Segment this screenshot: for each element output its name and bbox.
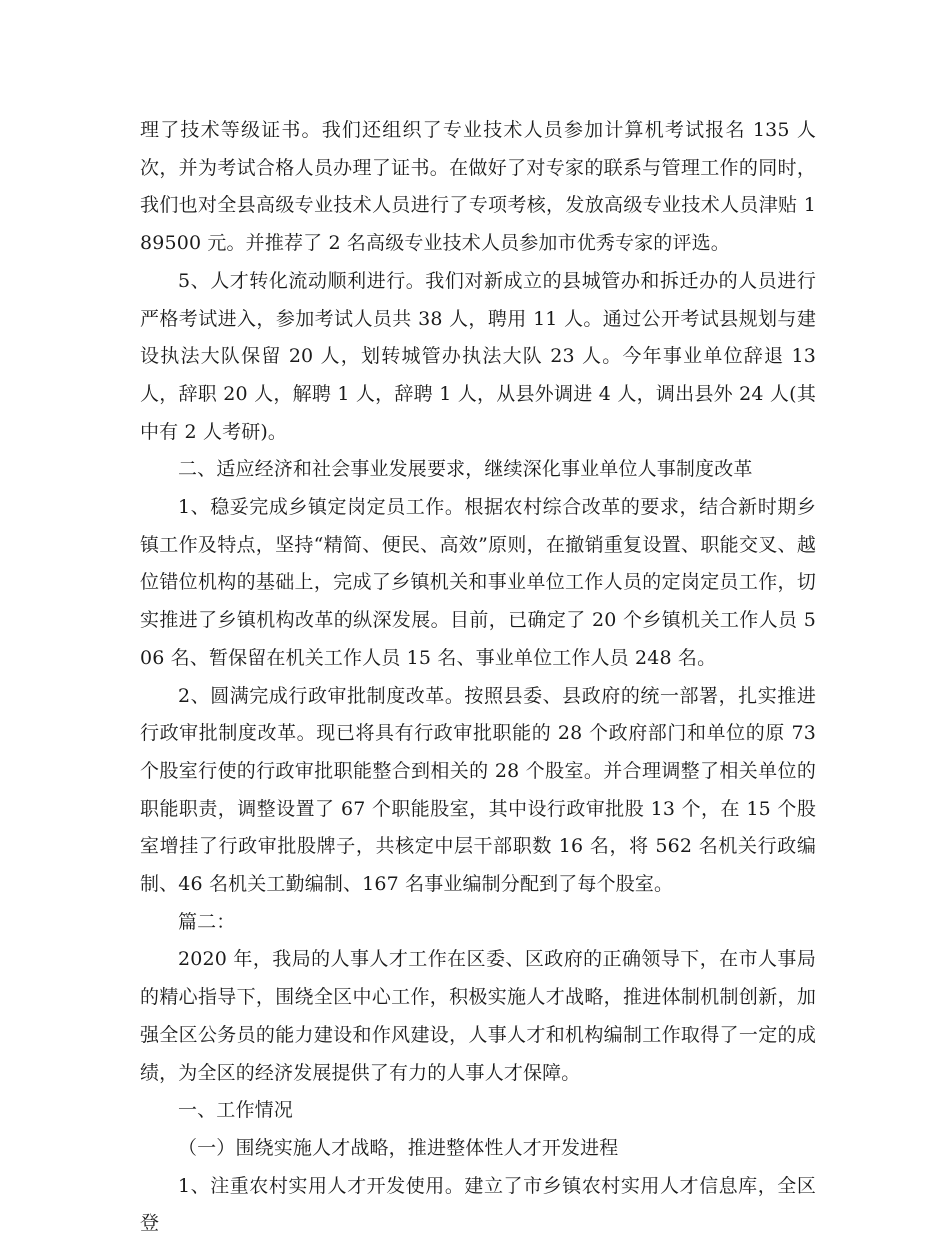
paragraph-township-staffing: 1、稳妥完成乡镇定岗定员工作。根据农村综合改革的要求，结合新时期乡镇工作及特点，坚持“精简、便民、高效”原则，在撤销重复设置、职能交叉、越位错位机构的基础上，完成了乡镇机关和事业单位工作人员的定岗定员工作，切实推进了乡镇机构改革的纵深发展。目前，已确定了 20 个乡镇机关工作人员 506 名、暂保留在机关工作人员 15 名、事业单位工作人员 248 名。 xyxy=(140,496,816,669)
paragraph-talent-flow: 5、人才转化流动顺利进行。我们对新成立的县城管办和拆迁办的人员进行严格考试进入，参加考试人员共 38 人，聘用 11 人。通过公开考试县规划与建设执法大队保留 20 人，划转城管办执法大队 23 人。今年事业单位辞退 13 人，辞职 20 人，解聘 1 人，辞聘 1 人，从县外调进 4 人，调出县外 24 人(其中有 2 人考研)。 xyxy=(140,269,816,443)
subsection-heading-talent-strategy: （一）围绕实施人才战略，推进整体性人才开发进程 xyxy=(178,1136,619,1159)
paragraph-certificates: 理了技术等级证书。我们还组织了专业技术人员参加计算机考试报名 135 人次，并为考试合格人员办理了证书。在做好了对专家的联系与管理工作的同时，我们也对全县高级专业技术人员进行了专项考核，发放高级专业技术人员津贴 189500 元。并推荐了 2 名高级专业技术人员参加市优秀专家的评选。 xyxy=(140,119,816,255)
section-heading-reform: 二、适应经济和社会事业发展要求，继续深化事业单位人事制度改革 xyxy=(178,458,753,481)
chapter-heading-part-two: 篇二： xyxy=(178,910,236,933)
paragraph-rural-talent: 1、注重农村实用人才开发使用。建立了市乡镇农村实用人才信息库，全区登 xyxy=(140,1174,816,1235)
paragraph-admin-approval: 2、圆满完成行政审批制度改革。按照县委、县政府的统一部署，扎实推进行政审批制度改革。现已将具有行政审批职能的 28 个政府部门和单位的原 73 个股室行使的行政审批职能整合到相关的 28 个股室。并合理调整了相关单位的职能职责，调整设置了 67 个职能股室，其中设行政审批股 13 个，在 15 个股室增挂了行政审批股牌子，共核定中层干部职数 16 名，将 562 名机关行政编制、46 名机关工勤编制、167 名事业编制分配到了每个股室。 xyxy=(140,684,816,896)
section-heading-work-status: 一、工作情况 xyxy=(178,1099,293,1122)
document-body xyxy=(140,112,816,1243)
paragraph-2020-summary: 2020 年，我局的人事人才工作在区委、区政府的正确领导下，在市人事局的精心指导下，围绕全区中心工作，积极实施人才战略，推进体制机制创新，加强全区公务员的能力建设和作风建设，人事人才和机构编制工作取得了一定的成绩，为全区的经济发展提供了有力的人事人才保障。 xyxy=(140,948,816,1084)
